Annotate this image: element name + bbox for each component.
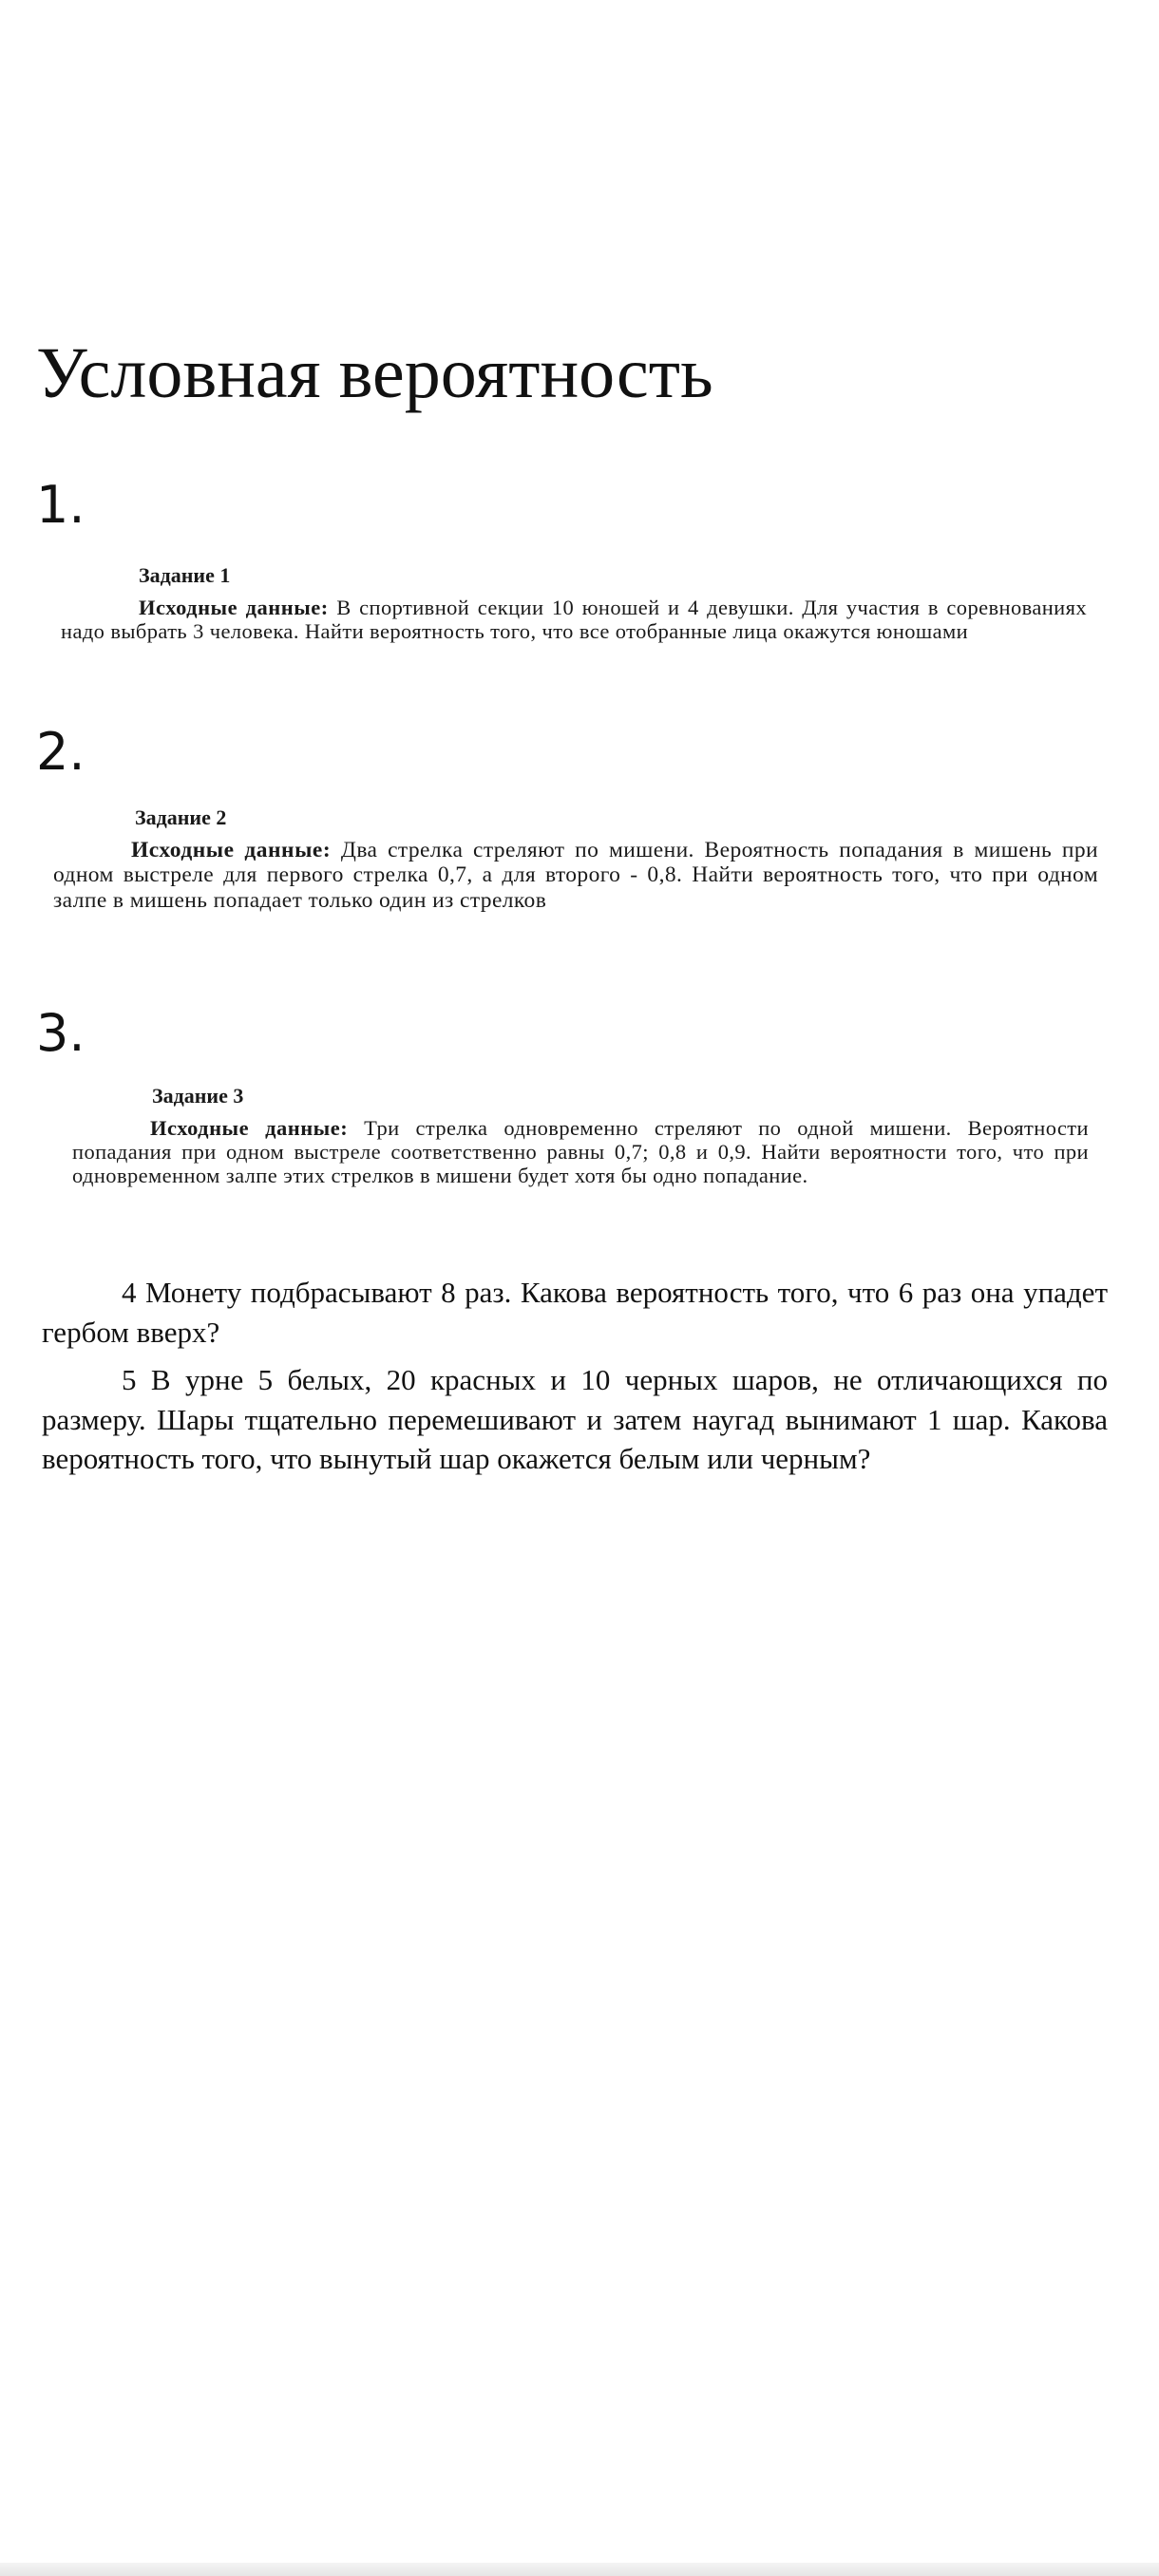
task-2-label: Исходные данные:	[131, 837, 332, 862]
task-2-text: Два стрелка стреляют по мишени. Вероятность попадания в мишень при одном выстреле для первого стрелка 0,7, а для второго - 0,8. Найти вероятность того, что при одном залпе в мишень попадает только один из стрелков	[53, 837, 1098, 913]
section-number-1: 1.	[36, 475, 86, 535]
section-number-2: 2.	[36, 722, 86, 782]
task-1-text: В спортивной секции 10 юношей и 4 девушки. Для участия в соревнованиях надо выбрать 3 человека. Найти вероятность того, что все отобранные лица окажутся юношами	[61, 595, 1087, 644]
task-1-body	[61, 596, 1087, 644]
task-2-heading: Задание 2	[135, 805, 227, 829]
task-2-body	[53, 838, 1098, 914]
task-1-image	[61, 562, 1087, 643]
page-title: Условная вероятность	[36, 333, 713, 413]
task-3-image	[72, 1083, 1089, 1188]
task-2-image	[53, 805, 1098, 913]
task-3-heading: Задание 3	[152, 1084, 244, 1108]
problem-4: 4 Монету подбрасывают 8 раз. Какова вероятность того, что 6 раз она упадет гербом вверх?	[42, 1276, 1108, 1349]
task-1-label: Исходные данные:	[139, 595, 329, 619]
section-number-3: 3.	[36, 1003, 86, 1063]
task-1-heading: Задание 1	[139, 563, 231, 587]
task-3-label: Исходные данные:	[150, 1115, 349, 1140]
task-3-body	[72, 1116, 1089, 1188]
problem-5: 5 В урне 5 белых, 20 красных и 10 черных шаров, не отличающихся по размеру. Шары тщательно перемешивают и затем наугад вынимают 1 шар. Какова вероятность того, что вынутый шар окажется белым или черным?	[42, 1363, 1108, 1476]
bottom-edge-bar	[0, 2563, 1159, 2576]
task-3-text: Три стрелка одновременно стреляют по одной мишени. Вероятности попадания при одном выстреле соответственно равны 0,7; 0,8 и 0,9. Найти вероятности того, что при одновременном залпе этих стрелков в мишени будет хотя бы одно попадание.	[72, 1115, 1089, 1188]
